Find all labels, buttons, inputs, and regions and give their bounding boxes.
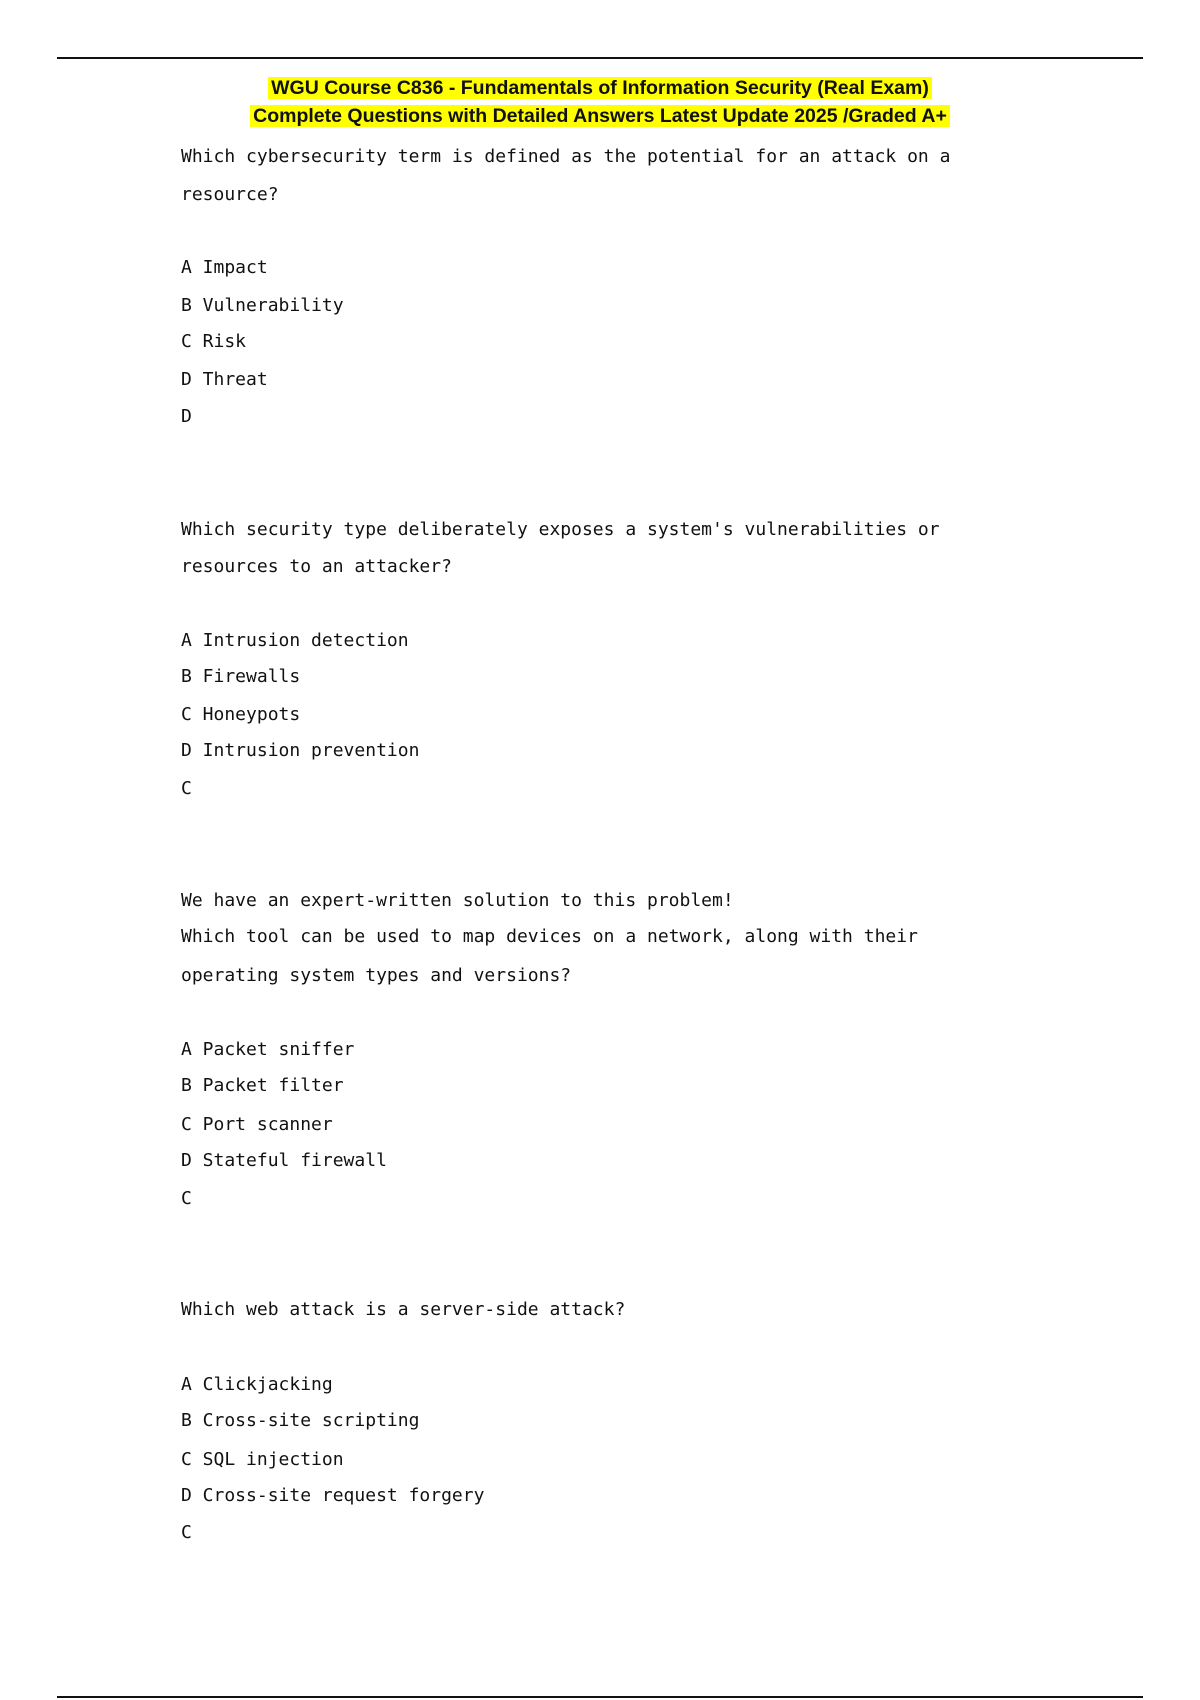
correct-answer: C — [181, 778, 192, 799]
bottom-rule — [57, 1696, 1143, 1698]
top-rule — [57, 57, 1143, 59]
question-stem: resource? — [181, 184, 279, 205]
answer-option: B Packet filter — [181, 1075, 344, 1096]
answer-option: B Cross-site scripting — [181, 1410, 420, 1431]
title-line-1: WGU Course C836 - Fundamentals of Information Security (Real Exam) — [268, 77, 932, 99]
solution-note: We have an expert-written solution to this problem! — [181, 890, 734, 911]
document-title — [0, 74, 1200, 130]
question-stem: Which security type deliberately exposes a system's vulnerabilities or — [181, 519, 940, 540]
answer-option: C Risk — [181, 331, 247, 352]
answer-option: D Cross-site request forgery — [181, 1485, 485, 1506]
answer-option: A Clickjacking — [181, 1374, 333, 1395]
answer-option: D Stateful firewall — [181, 1150, 387, 1171]
correct-answer: D — [181, 406, 192, 427]
question-stem: operating system types and versions? — [181, 965, 572, 986]
question-stem: resources to an attacker? — [181, 556, 452, 577]
question-stem: Which web attack is a server-side attack? — [181, 1299, 626, 1320]
answer-option: A Intrusion detection — [181, 630, 409, 651]
correct-answer: C — [181, 1188, 192, 1209]
answer-option: C Honeypots — [181, 704, 301, 725]
question-stem: Which cybersecurity term is defined as the potential for an attack on a — [181, 146, 951, 167]
answer-option: B Firewalls — [181, 666, 301, 687]
answer-option: A Packet sniffer — [181, 1039, 355, 1060]
answer-option: C Port scanner — [181, 1114, 333, 1135]
answer-option: C SQL injection — [181, 1449, 344, 1470]
correct-answer: C — [181, 1522, 192, 1543]
answer-option: D Intrusion prevention — [181, 740, 420, 761]
question-stem: Which tool can be used to map devices on a network, along with their — [181, 926, 918, 947]
answer-option: D Threat — [181, 369, 268, 390]
answer-option: B Vulnerability — [181, 295, 344, 316]
answer-option: A Impact — [181, 257, 268, 278]
title-line-2: Complete Questions with Detailed Answers Latest Update 2025 /Graded A+ — [250, 105, 950, 127]
